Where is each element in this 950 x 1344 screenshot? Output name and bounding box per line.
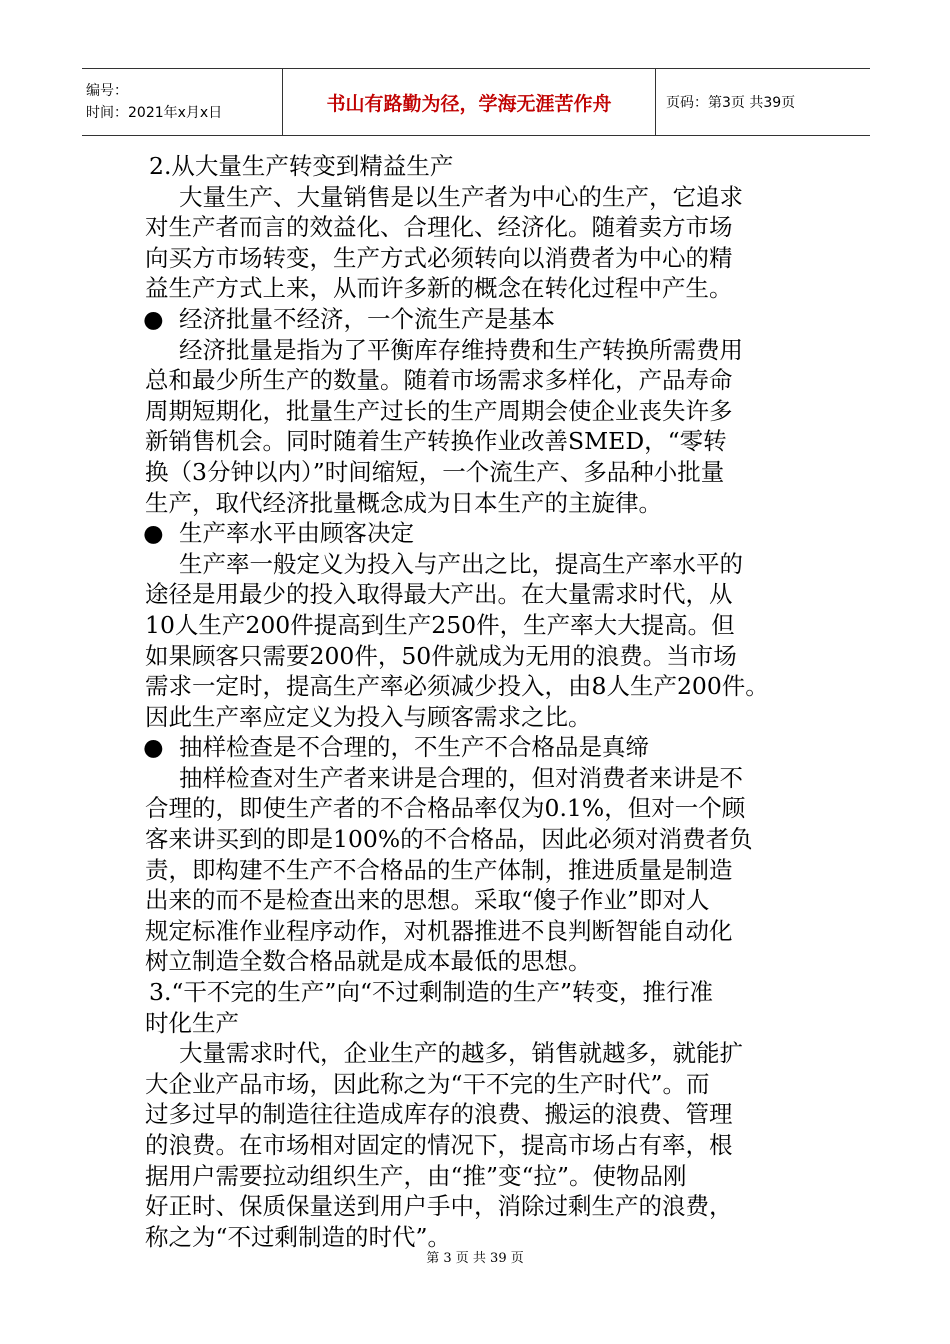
paragraph-line: 生产率一般定义为投入与产出之比，提高生产率水平的 xyxy=(179,549,743,578)
paragraph-line: 换（3分钟以内）”时间缩短，一个流生产、多品种小批量 xyxy=(145,457,725,486)
section-3-title: 3.“干不完的生产”向“不过剩制造的生产”转变，推行准 xyxy=(149,978,713,1007)
paragraph-line: 好正时、保质保量送到用户手中，消除过剩生产的浪费， xyxy=(145,1192,733,1221)
section-2-title: 2.从大量生产转变到精益生产 xyxy=(149,152,454,180)
bullet-item-inspection xyxy=(143,732,810,763)
document-number-label: 编号： xyxy=(86,83,128,99)
bullet-title: 生产率水平由顾客决定 xyxy=(179,519,414,548)
paragraph-line: 树立制造全数合格品就是成本最低的思想。 xyxy=(145,947,592,976)
paragraph-line: 责，即构建不生产不合格品的生产体制，推进质量是制造 xyxy=(145,855,733,884)
bullet-title: 经济批量不经济，一个流生产是基本 xyxy=(179,304,555,333)
document-body xyxy=(145,151,810,1252)
paragraph-line: 出来的而不是检查出来的思想。采取“傻子作业”即对人 xyxy=(145,886,710,915)
paragraph-line: 因此生产率应定义为投入与顾客需求之比。 xyxy=(145,702,592,731)
page-header xyxy=(82,68,870,136)
paragraph-line: 如果顾客只需要200件，50件就成为无用的浪费。当市场 xyxy=(145,641,737,670)
paragraph-line: 途径是用最少的投入取得最大产出。在大量需求时代，从 xyxy=(145,580,733,609)
paragraph-line: 的浪费。在市场相对固定的情况下，提高市场占有率，根 xyxy=(145,1131,733,1159)
bullet-title: 抽样检查是不合理的，不生产不合格品是真缔 xyxy=(179,733,649,762)
header-page-info: 页码：第3页 共39页 xyxy=(666,95,796,111)
paragraph-line: 过多过早的制造往往造成库存的浪费、搬运的浪费、管理 xyxy=(145,1100,733,1129)
paragraph-line: 周期短期化，批量生产过长的生产周期会使企业丧失许多 xyxy=(145,396,733,425)
paragraph-line: 大企业产品市场，因此称之为“干不完的生产时代”。而 xyxy=(145,1069,710,1098)
paragraph-line: 10人生产200件提高到生产250件，生产率大大提高。但 xyxy=(145,610,735,639)
document-date: 时间：2021年x月x日 xyxy=(86,105,223,121)
bullet-item-economic-batch xyxy=(143,304,810,335)
header-motto-cell xyxy=(282,69,656,135)
paragraph-line: 经济批量是指为了平衡库存维持费和生产转换所需费用 xyxy=(179,335,743,364)
paragraph-line: 大量需求时代，企业生产的越多，销售就越多，就能扩 xyxy=(179,1039,743,1068)
header-meta xyxy=(82,69,282,135)
bullet-icon: ● xyxy=(143,733,164,762)
paragraph-line: 客来讲买到的即是100%的不合格品，因此必须对消费者负 xyxy=(145,825,753,854)
page-footer: 第 3 页 共 39 页 xyxy=(426,1251,524,1266)
paragraph-line: 规定标准作业程序动作，对机器推进不良判断智能自动化 xyxy=(145,916,733,945)
bullet-icon: ● xyxy=(143,304,164,333)
paragraph-line: 合理的，即使生产者的不合格品率仅为0.1%，但对一个顾 xyxy=(145,794,746,823)
paragraph-line: 称之为“不过剩制造的时代”。 xyxy=(145,1222,452,1251)
paragraph-line: 抽样检查对生产者来讲是合理的，但对消费者来讲是不 xyxy=(179,763,743,792)
paragraph-line: 据用户需要拉动组织生产，由“推”变“拉”。使物品刚 xyxy=(145,1161,687,1190)
paragraph-line: 生产，取代经济批量概念成为日本生产的主旋律。 xyxy=(145,488,662,517)
section-3-title-cont: 时化生产 xyxy=(145,1008,239,1037)
paragraph-line: 需求一定时，提高生产率必须减少投入，由8人生产200件。 xyxy=(145,672,769,701)
paragraph-line: 新销售机会。同时随着生产转换作业改善SMED，“零转 xyxy=(145,427,727,456)
paragraph-line: 大量生产、大量销售是以生产者为中心的生产，它追求 xyxy=(179,182,743,211)
bullet-icon: ● xyxy=(143,519,164,548)
paragraph-line: 益生产方式上来，从而许多新的概念在转化过程中产生。 xyxy=(145,274,733,303)
bullet-item-productivity xyxy=(143,518,810,549)
paragraph-line: 向买方市场转变，生产方式必须转向以消费者为中心的精 xyxy=(145,243,733,272)
paragraph-line: 总和最少所生产的数量。随着市场需求多样化，产品寿命 xyxy=(145,366,733,395)
paragraph-line: 对生产者而言的效益化、合理化、经济化。随着卖方市场 xyxy=(145,213,733,242)
header-motto: 书山有路勤为径，学海无涯苦作舟 xyxy=(326,92,612,115)
